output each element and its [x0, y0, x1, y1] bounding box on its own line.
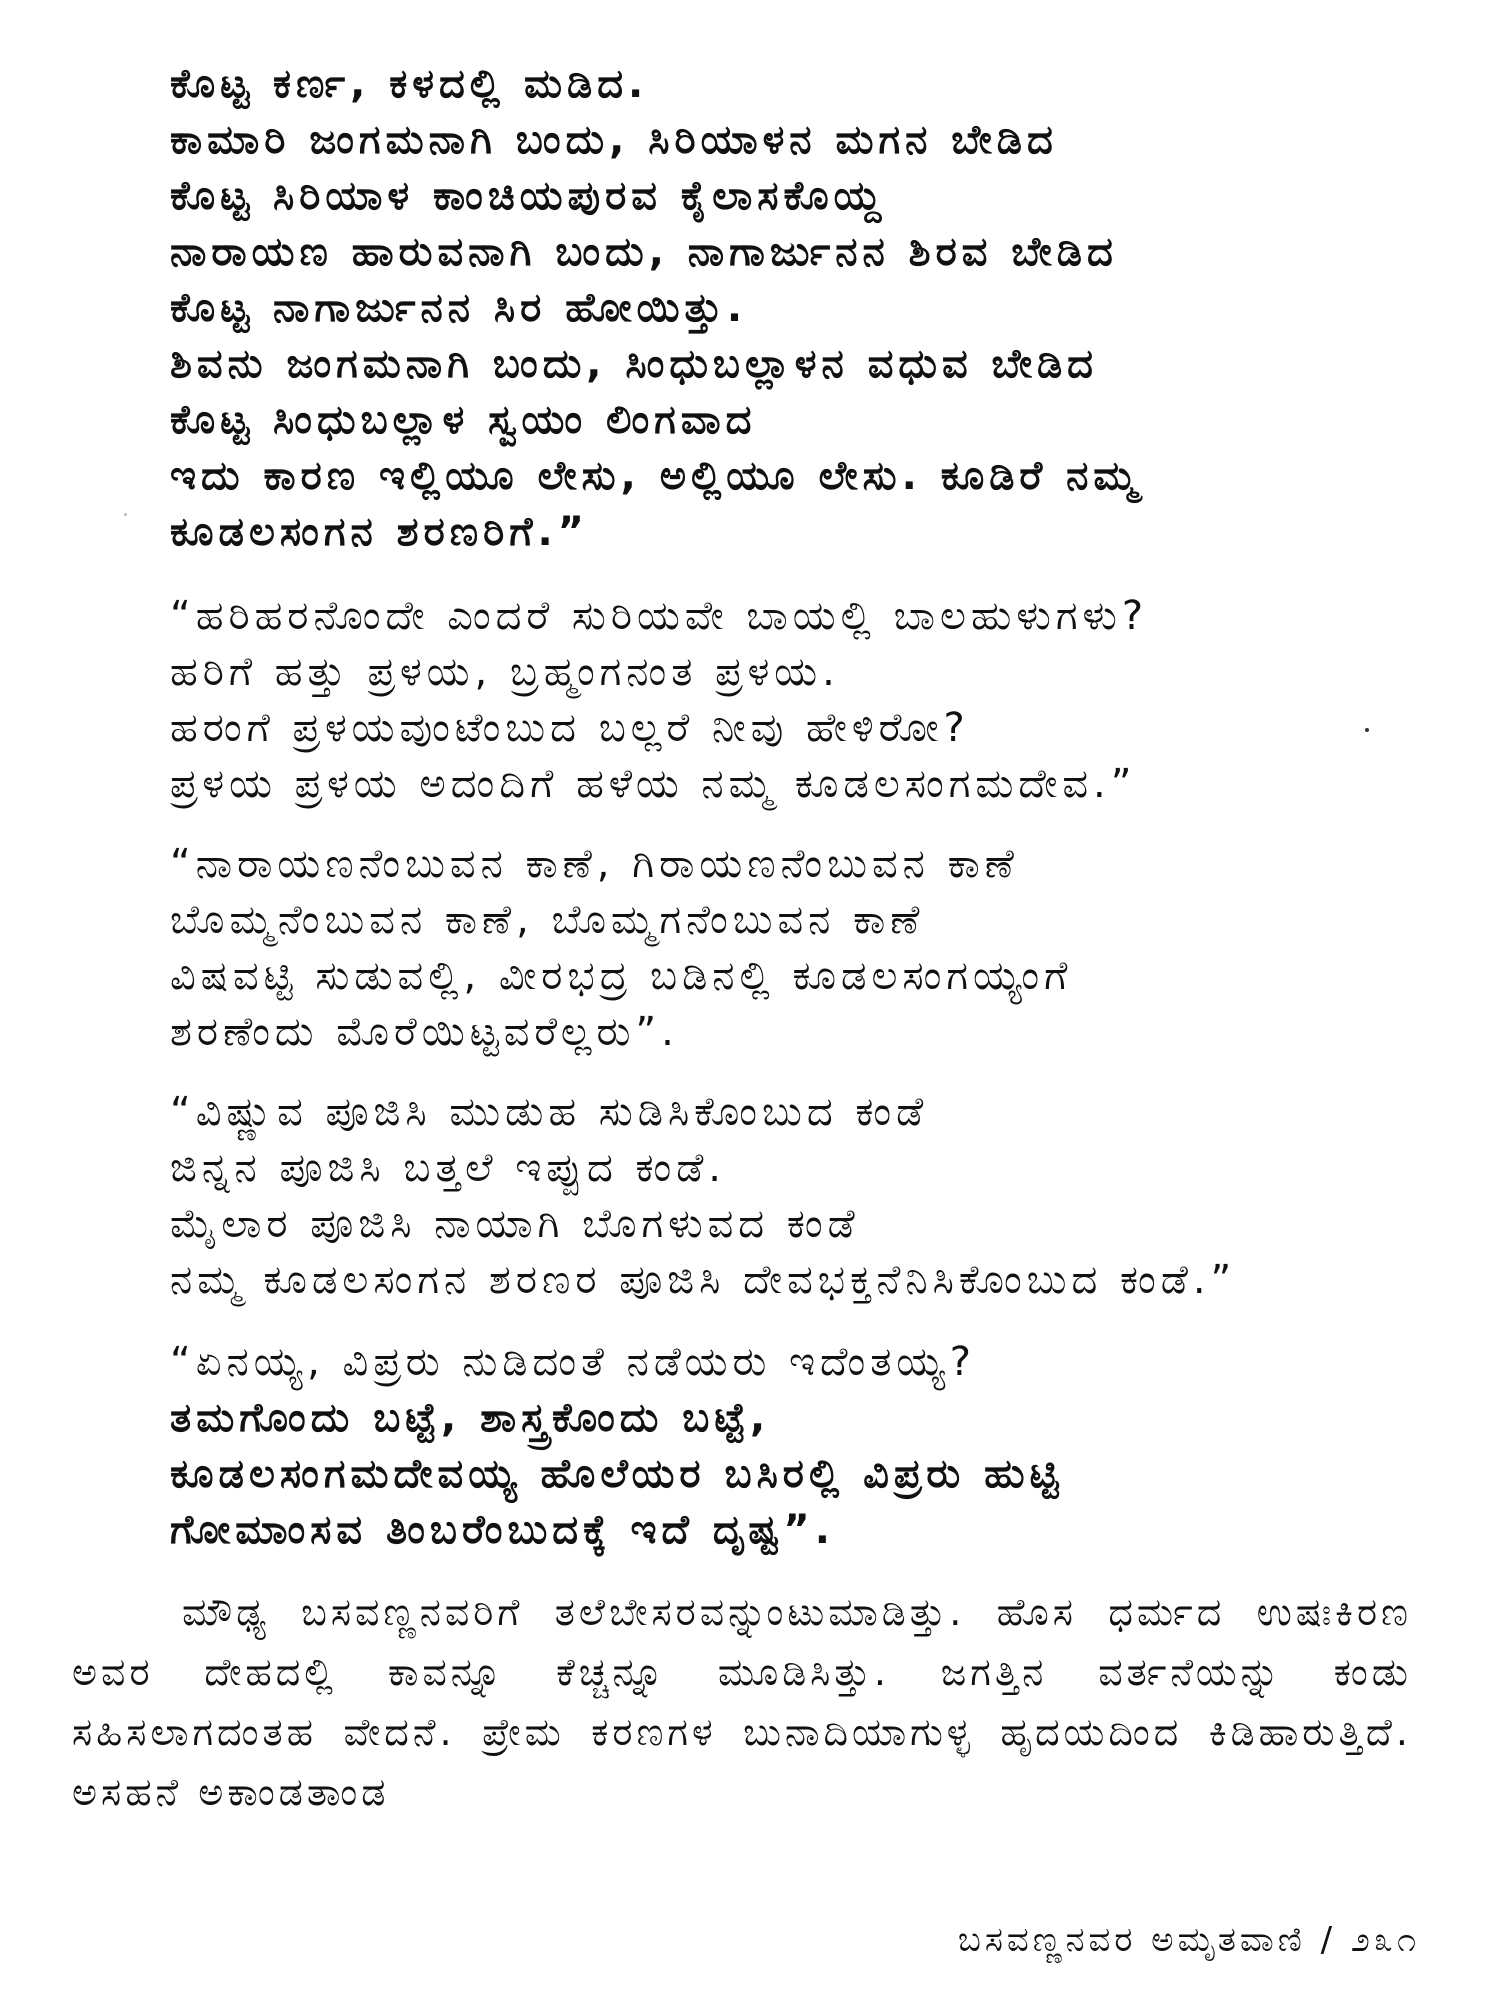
verse-line: ಬೊಮ್ಮನೆಂಬುವನ ಕಾಣೆ, ಬೊಮ್ಮಗನೆಂಬುವನ ಕಾಣೆ	[170, 897, 925, 943]
verse-line: ಕೊಟ್ಟ ಸಿಂಧುಬಲ್ಲಾಳ ಸ್ವಯಂ ಲಿಂಗವಾದ	[170, 397, 757, 443]
page-footer: ಬಸವಣ್ಣನವರ ಅಮೃತವಾಣಿ / ೨೩೧	[957, 1920, 1420, 1960]
verse-line: ವಿಷವಟ್ಟಿ ಸುಡುವಲ್ಲಿ, ವೀರಭದ್ರ ಬಡಿನಲ್ಲಿ ಕೂಡಲಸಂಗಯ್ಯಂಗೆ	[170, 953, 1073, 999]
verse-line: ಶಿವನು ಜಂಗಮನಾಗಿ ಬಂದು, ಸಿಂಧುಬಲ್ಲಾಳನ ವಧುವ ಬೇಡಿದ	[170, 341, 1099, 387]
verse-line: ಕೂಡಲಸಂಗಮದೇವಯ್ಯ ಹೊಲೆಯರ ಬಸಿರಲ್ಲಿ ವಿಪ್ರರು ಹುಟ್ಟಿ	[170, 1451, 1064, 1497]
verse-line: ಹರಂಗೆ ಪ್ರಳಯವುಂಟೆಂಬುದ ಬಲ್ಲರೆ ನೀವು ಹೇಳಿರೋ?	[170, 705, 970, 751]
verse-line: ನಮ್ಮ ಕೂಡಲಸಂಗನ ಶರಣರ ಪೂಜಿಸಿ ದೇವಭಕ್ತನೆನಿಸಿಕೊಂಬುದ ಕಂಡೆ.”	[170, 1257, 1237, 1303]
verse-line: ಶರಣೆಂದು ಮೊರೆಯಿಟ್ಟವರೆಲ್ಲರು”.	[170, 1009, 679, 1055]
verse-line: ನಾರಾಯಣ ಹಾರುವನಾಗಿ ಬಂದು, ನಾಗಾರ್ಜುನನ ಶಿರವ ಬೇಡಿದ	[170, 229, 1118, 275]
verse-line: ಮೈಲಾರ ಪೂಜಿಸಿ ನಾಯಾಗಿ ಬೊಗಳುವದ ಕಂಡೆ	[170, 1201, 860, 1247]
verse-line: ಕಾಮಾರಿ ಜಂಗಮನಾಗಿ ಬಂದು, ಸಿರಿಯಾಳನ ಮಗನ ಬೇಡಿದ	[170, 117, 1058, 163]
verse-line: ಪ್ರಳಯ ಪ್ರಳಯ ಅದಂದಿಗೆ ಹಳೆಯ ನಮ್ಮ ಕೂಡಲಸಂಗಮದೇವ.”	[170, 761, 1137, 807]
verse-line: ಕೊಟ್ಟ ನಾಗಾರ್ಜುನನ ಸಿರ ಹೋಯಿತ್ತು.	[170, 285, 748, 331]
verse-line: “ನಾರಾಯಣನೆಂಬುವನ ಕಾಣೆ, ಗಿರಾಯಣನೆಂಬುವನ ಕಾಣೆ	[170, 841, 1019, 887]
verse-line: ತಮಗೊಂದು ಬಟ್ಟೆ, ಶಾಸ್ತ್ರಕೊಂದು ಬಟ್ಟೆ,	[170, 1395, 771, 1441]
verse-line: ಗೋಮಾಂಸವ ತಿಂಬರೆಂಬುದಕ್ಕೆ ಇದೆ ದೃಷ್ಟ”.	[170, 1507, 835, 1553]
body-paragraph: ಮೌಢ್ಯ ಬಸವಣ್ಣನವರಿಗೆ ತಲೆಬೇಸರವನ್ನುಂಟುಮಾಡಿತ್ತು. ಹೊಸ ಧರ್ಮದ ಉಷಃಕಿರಣ ಅವರ ದೇಹದಲ್ಲಿ ಕಾವನ್ನೂ ಕೆಚ್ಚನ್ನೂ ಮೂಡಿಸಿತ್ತು. ಜಗತ್ತಿನ ವರ್ತನೆಯನ್ನು ಕಂಡು ಸಹಿಸಲಾಗದಂತಹ ವೇದನೆ. ಪ್ರೇಮ ಕರಣಗಳ ಬುನಾದಿಯಾಗುಳ್ಳ ಹೃದಯದಿಂದ ಕಿಡಿಹಾರುತ್ತಿದೆ. ಅಸಹನೆ ಅಕಾಂಡತಾಂಡ	[72, 1590, 1412, 1814]
verse-line: ಕೊಟ್ಟ ಕರ್ಣ, ಕಳದಲ್ಲಿ ಮಡಿದ.	[170, 61, 649, 107]
verse-line: ಕೊಟ್ಟ ಸಿರಿಯಾಳ ಕಾಂಚಿಯಪುರವ ಕೈಲಾಸಕೊಯ್ದ	[170, 173, 886, 219]
verse-line: “ವಿಷ್ಣುವ ಪೂಜಿಸಿ ಮುಡುಹ ಸುಡಿಸಿಕೊಂಬುದ ಕಂಡೆ	[170, 1089, 929, 1135]
stray-dot	[1365, 728, 1369, 732]
scan-speck	[124, 513, 127, 516]
verse-line: ಕೂಡಲಸಂಗನ ಶರಣರಿಗೆ.”	[170, 509, 589, 555]
verse-line: “ಹರಿಹರನೊಂದೇ ಎಂದರೆ ಸುರಿಯವೇ ಬಾಯಲ್ಲಿ ಬಾಲಹುಳುಗಳು?	[170, 593, 1149, 639]
verse-line: ಹರಿಗೆ ಹತ್ತು ಪ್ರಳಯ, ಬ್ರಹ್ಮಂಗನಂತ ಪ್ರಳಯ.	[170, 649, 840, 695]
verse-line: “ಏನಯ್ಯ, ವಿಪ್ರರು ನುಡಿದಂತೆ ನಡೆಯರು ಇದೆಂತಯ್ಯ?	[170, 1339, 977, 1385]
verse-line: ಜಿನ್ನನ ಪೂಜಿಸಿ ಬತ್ತಲೆ ಇಪ್ಪುದ ಕಂಡೆ.	[170, 1145, 727, 1191]
verse-line: ಇದು ಕಾರಣ ಇಲ್ಲಿಯೂ ಲೇಸು, ಅಲ್ಲಿಯೂ ಲೇಸು. ಕೂಡಿರೆ ನಮ್ಮ	[170, 453, 1142, 499]
